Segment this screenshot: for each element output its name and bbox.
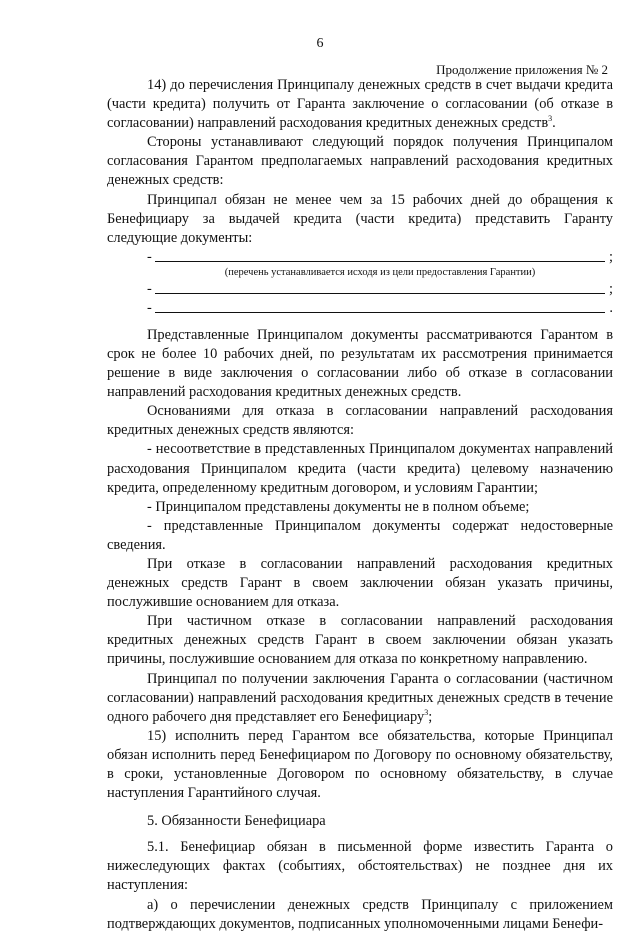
document-body [107, 76, 613, 934]
paragraph-documents-required: Принципал обязан не менее чем за 15 рабочих дней до обращения к Бенефициару за выдачей кредита (части кредита) представить Гаранту следующие документы: [107, 191, 613, 246]
blank-fill-line-2 [107, 280, 613, 299]
blank-rule [155, 261, 605, 262]
paragraph-end: ; [428, 708, 433, 725]
footnote-ref: 3 [424, 707, 429, 717]
list-dash: - [147, 299, 152, 316]
list-dash: - [147, 248, 152, 265]
paragraph-end: . [552, 115, 556, 132]
list-item-unreliable: - представленные Принципалом документы содержат недостоверные сведения. [107, 517, 613, 553]
paragraph-refusal-grounds: Основаниями для отказа в согласовании направлений расходования кредитных денежных средств являются: [107, 403, 613, 439]
list-dash: - [147, 280, 152, 297]
blank-fill-line-1 [107, 248, 613, 267]
paragraph-text: 14) до перечисления Принципалу денежных средств в счет выдачи кредита (части кредита) получить от Гаранта заключение о согласовании (об отказе в согласовании) направлений расходования кредитных денежных средств [107, 77, 613, 132]
line-end-punct: ; [609, 280, 613, 297]
blank-fill-line-3 [107, 299, 613, 318]
paragraph-text: Принципал по получении заключения Гаранта о согласовании (частичном согласовании) направлений расходования кредитных денежных средств в течение одного рабочего дня представляет его Бенефициару [107, 670, 613, 725]
paragraph-partial-refusal: При частичном отказе в согласовании направлений расходования кредитных денежных средств Гарант в своем заключении обязан указать причины, послужившие основанием для отказа по конкретному направлению. [107, 613, 613, 668]
blank-rule [155, 312, 605, 313]
page-number: 6 [316, 36, 324, 51]
paragraph-review-term: Представленные Принципалом документы рассматриваются Гарантом в срок не более 10 рабочих дней, по результатам их рассмотрения принимается решение в виде заключения о согласовании либо об отказе в согласовании направлений расходования кредитных денежных средств. [107, 326, 613, 401]
section-heading: 5. Обязанности Бенефициара [147, 813, 326, 830]
list-item-mismatch: - несоответствие в представленных Принципалом документах направлений расходования Принципалом кредита (части кредита) целевому назначению кредита, определенному кредитным договором, и условиям Гарантии; [107, 441, 613, 496]
line-end-punct: ; [609, 248, 613, 265]
paragraph-5-1-a: а) о перечислении денежных средств Принципалу с приложением подтверждающих документов, подписанных уполномоченными лицами Бенефи- [107, 896, 613, 932]
paragraph-item-15: 15) исполнить перед Гарантом все обязательства, которые Принципал обязан исполнить перед Бенефициаром по Договору по основному обязательству, в сроки, установленные Договором по основному обязательству, в случае наступления Гарантийного случая. [107, 727, 613, 802]
list-item-incomplete: - Принципалом представлены документы не в полном объеме; [147, 498, 530, 515]
paragraph-procedure: Стороны устанавливают следующий порядок получения Принципалом согласования Гарантом предполагаемых направлений расходования кредитных денежных средств: [107, 134, 613, 189]
footnote-ref: 3 [548, 114, 553, 124]
blank-line-caption: (перечень устанавливается исходя из цели предоставления Гарантии) [224, 266, 536, 278]
paragraph-5-1: 5.1. Бенефициар обязан в письменной форме известить Гаранта о нижеследующих фактах (событиях, обстоятельствах) не позднее дня их наступления: [107, 839, 613, 894]
line-end-punct: . [609, 299, 613, 316]
paragraph-conclusion-delivery [107, 670, 613, 727]
appendix-continuation-label: Продолжение приложения № 2 [436, 62, 608, 77]
paragraph-refusal: При отказе в согласовании направлений расходования кредитных денежных средств Гарант в своем заключении обязан указать причины, послужившие основанием для отказа. [107, 555, 613, 611]
blank-rule [155, 293, 605, 294]
paragraph-item-14 [107, 76, 613, 133]
